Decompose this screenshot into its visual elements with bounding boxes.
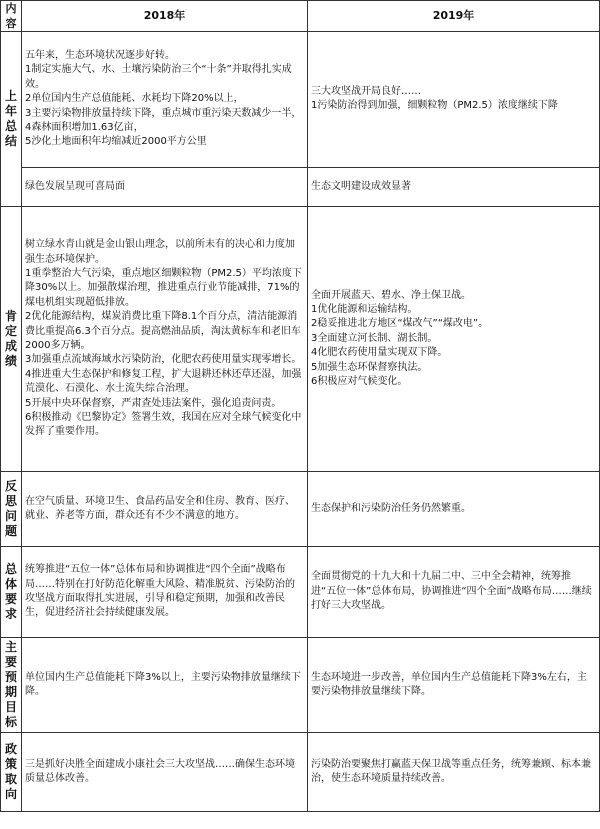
header-2018: 2018年	[22, 1, 308, 32]
issues-2018: 在空气质量、环境卫生、食品药品安全和住房、教育、医疗、就业、养老等方面，群众还有不少不满意的地方。	[22, 472, 308, 547]
text-line: 5沙化土地面积年均缩减近2000平方公里	[25, 136, 207, 148]
policy-2019: 污染防治要聚焦打赢蓝天保卫战等重点任务，统筹兼顾、标本兼治，使生态环境质量持续改善。	[308, 733, 600, 812]
category-char: 题	[4, 524, 17, 538]
targets-2019: 生态环境进一步改善，单位国内生产总值能耗下降3%左右，主要污染物排放量继续下降。	[308, 638, 600, 733]
text-line: 4化肥农药使用量实现双下降。	[311, 347, 448, 359]
category-char: 上	[4, 89, 17, 103]
header-2019: 2019年	[308, 1, 600, 32]
category-char: 期	[4, 685, 17, 699]
category-char: 求	[4, 607, 17, 621]
category-char: 思	[4, 494, 17, 508]
text-line: 五年来，生态环境状况逐步好转。	[25, 49, 175, 61]
category-char: 总	[4, 119, 17, 133]
policy-row	[1, 733, 600, 812]
last-year-2018	[22, 32, 308, 168]
header-row	[1, 1, 600, 32]
category-char: 要	[4, 655, 17, 669]
text-line: 1重拳整治大气污染，重点地区细颗粒物（PM2.5）平均浓度下降30%以上。加强散煤治理，推进重点行业节能减排，71%的煤电机组实现超低排放。	[25, 267, 302, 308]
category-label	[4, 742, 18, 802]
category-label	[4, 562, 18, 622]
text-line: 2优化能源结构，煤炭消费比重下降8.1个百分点，清洁能源消费比重提高6.3个百分点。提高燃油品质，淘汰黄标车和老旧车2000多万辆。	[25, 311, 301, 351]
text-line: 2稳妥推进北方地区“煤改气”“煤改电”。	[311, 318, 489, 330]
header-content: 内容	[1, 1, 22, 32]
category-char: 定	[4, 324, 17, 338]
achievements-row	[1, 207, 600, 472]
category-char: 主	[4, 640, 17, 654]
requirements-row	[1, 547, 600, 638]
text-line: 6积极推动《巴黎协定》签署生效，我国在应对全球气候变化中发挥了重要作用。	[25, 412, 302, 438]
issues-row	[1, 472, 600, 547]
category-char: 向	[4, 787, 17, 801]
category-char: 预	[4, 670, 17, 684]
category-char: 策	[4, 757, 17, 771]
category-char: 绩	[4, 354, 17, 368]
text-line: 4推进重大生态保护和修复工程，扩大退耕还林还草还湿，加强荒漠化、石漠化、水土流失综合治理。	[25, 368, 302, 395]
issues-2019: 生态保护和污染防治任务仍然繁重。	[308, 472, 600, 547]
text-line: 全面开展蓝天、碧水、净土保卫战。	[311, 289, 471, 301]
text-line: 三大攻坚战开局良好……	[311, 85, 421, 97]
category-label	[4, 89, 18, 149]
text-line: 5开展中央环保督察，严肃查处违法案件，强化追责问责。	[25, 397, 282, 409]
category-policy	[1, 733, 22, 812]
text-line: 6积极应对气候变化。	[311, 376, 408, 388]
summary-2019: 生态文明建设成效显著	[308, 167, 600, 206]
text-line: 1制定实施大气、水、土壤污染防治三个“十条”并取得扎实成效。	[25, 64, 292, 90]
text-line: 3加强重点流域海域水污染防治，化肥农药使用量实现零增长。	[25, 354, 302, 366]
category-char: 反	[4, 479, 17, 493]
text-line: 4森林面积增加1.63亿亩，	[25, 121, 144, 133]
category-char: 结	[4, 134, 17, 148]
category-char: 年	[4, 104, 17, 118]
category-char: 政	[4, 742, 17, 756]
category-char: 体	[4, 577, 17, 591]
requirements-2019: 全面贯彻党的十九大和十九届二中、三中全会精神，统筹推进“五位一体”总体布局，协调推进“四个全面”战略布局……继续打好三大攻坚战。	[308, 547, 600, 638]
text-line: 3全面建立河长制、湖长制。	[311, 332, 438, 344]
category-requirements	[1, 547, 22, 638]
category-char: 总	[4, 562, 17, 576]
category-char: 问	[4, 509, 17, 523]
achievements-2019	[308, 207, 600, 472]
category-label	[4, 309, 18, 369]
category-char: 要	[4, 592, 17, 606]
text-line: 2单位国内生产总值能耗、水耗均下降20%以上，	[25, 93, 244, 105]
text-line: 1优化能源和运输结构。	[311, 303, 418, 315]
category-issues	[1, 472, 22, 547]
category-char: 成	[4, 339, 17, 353]
category-targets	[1, 638, 22, 733]
category-char: 标	[4, 715, 17, 729]
requirements-2018: 统筹推进“五位一体”总体布局和协调推进“四个全面”战略布局……特别在打好防范化解重大风险、精准脱贫、污染防治的攻坚战方面取得扎实进展，引导和稳定预期，加强和改善民生，促进经济社会持续健康发展。	[22, 547, 308, 638]
category-char: 取	[4, 772, 17, 786]
text-line: 1污染防治得到加强，细颗粒物（PM2.5）浓度继续下降	[311, 100, 558, 112]
category-char: 目	[4, 700, 17, 714]
last-year-row	[1, 32, 600, 168]
last-year-summary-row	[1, 167, 600, 206]
achievements-2018	[22, 207, 308, 472]
text-line: 3主要污染物排放量持续下降，重点城市重污染天数减少一半，	[25, 107, 302, 119]
targets-row	[1, 638, 600, 733]
summary-2018: 绿色发展呈现可喜局面	[22, 167, 308, 206]
category-label	[4, 479, 18, 539]
category-last-year	[1, 32, 22, 207]
category-label	[4, 640, 18, 730]
policy-2018: 三是抓好决胜全面建成小康社会三大攻坚战……确保生态环境质量总体改善。	[22, 733, 308, 812]
targets-2018: 单位国内生产总值能耗下降3%以上，主要污染物排放量继续下降。	[22, 638, 308, 733]
last-year-2019	[308, 32, 600, 168]
category-char: 肯	[4, 309, 17, 323]
text-line: 5加强生态环保督察执法。	[311, 361, 428, 373]
category-achievements	[1, 207, 22, 472]
text-line: 树立绿水青山就是金山银山理念，以前所未有的决心和力度加强生态环境保护。	[25, 239, 295, 265]
